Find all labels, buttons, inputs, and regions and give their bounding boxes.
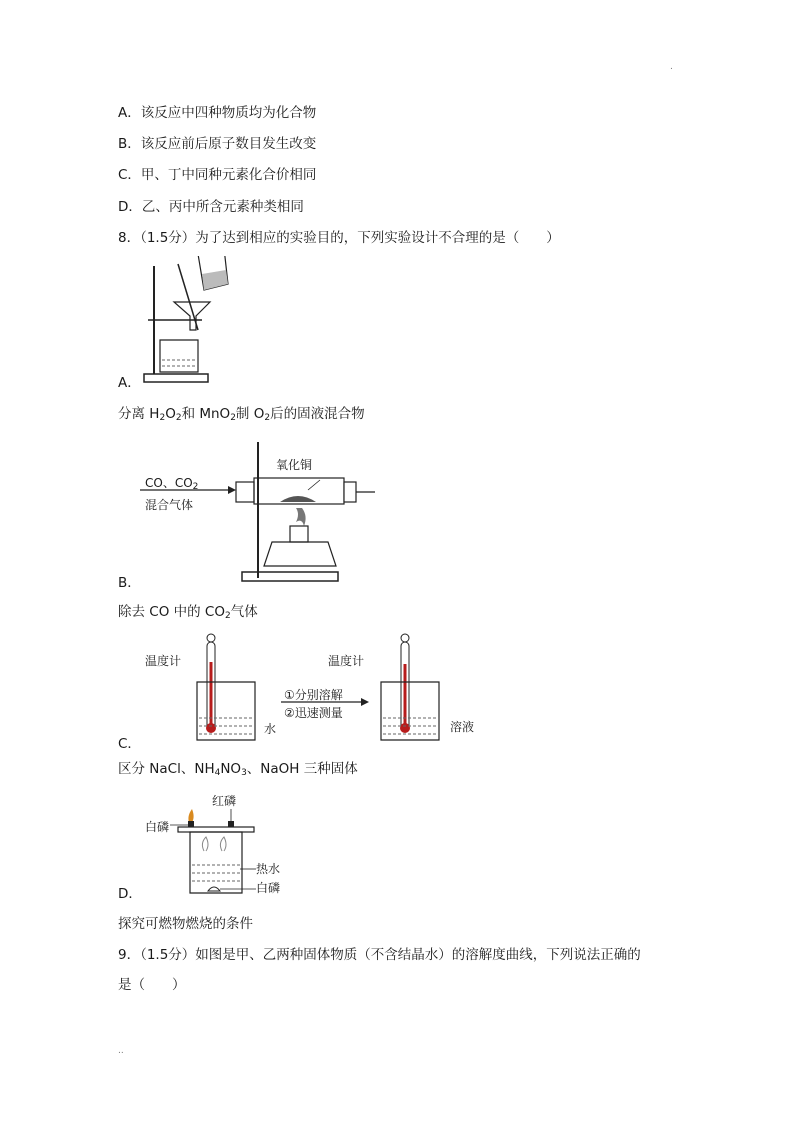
q7-option-c: C．甲、丁中同种元素化合价相同 (118, 167, 317, 183)
q8-option-a-letter: A． (118, 375, 141, 391)
c-water-label: 水 (264, 722, 277, 736)
d-white-phosphorus-top-label: 白磷 (145, 820, 170, 834)
q8-option-c-letter: C． (118, 736, 141, 752)
b-gas-mixture-formula: CO、$CO_2$ (145, 476, 199, 492)
c-step-measure: ②迅速测量 (284, 706, 343, 720)
q8-option-d-caption: 探究可燃物燃烧的条件 (118, 916, 253, 932)
q9-stem-line1: 9．（1.5分）如图是甲、乙两种固体物质（不含结晶水）的溶解度曲线，下列说法正确的 (118, 947, 641, 963)
d-white-phosphorus-bottom-label: 白磷 (256, 881, 281, 895)
b-copper-oxide-label: 氧化铜 (276, 458, 313, 472)
q8-option-b-caption: 除去 CO 中的 $CO_2$气体 (118, 604, 258, 621)
q8-option-d-letter: D． (118, 886, 142, 902)
q8-option-c-caption: 区分 NaCl、$NH_4NO_3$、NaOH 三种固体 (118, 761, 358, 778)
c-thermometer-label-right: 温度计 (328, 654, 365, 668)
q7-option-a: A．该反应中四种物质均为化合物 (118, 105, 317, 121)
q7-option-d: D．乙、丙中所含元素种类相同 (118, 199, 304, 215)
b-gas-mixture-label: 混合气体 (145, 498, 194, 512)
q9-stem-line2: 是（ ） (118, 977, 186, 993)
page-mark-dot: . (670, 62, 673, 72)
d-red-phosphorus-label: 红磷 (212, 794, 237, 808)
q8-stem: 8．（1.5分）为了达到相应的实验目的，下列实验设计不合理的是（ ） (118, 230, 560, 246)
d-hot-water-label: 热水 (256, 862, 281, 876)
c-thermometer-label-left: 温度计 (145, 654, 182, 668)
q7-option-b: B．该反应前后原子数目发生改变 (118, 136, 317, 152)
q8-option-b-letter: B． (118, 575, 141, 591)
filtration-apparatus-figure (140, 256, 240, 386)
page-mark-dots: .. (118, 1046, 124, 1056)
q8-option-a-caption: 分离 $H_2O_2$和 MnO$_2$制 $O_2$后的固液混合物 (118, 406, 365, 423)
c-step-dissolve: ①分别溶解 (284, 688, 343, 702)
phosphorus-combustion-figure (170, 805, 265, 897)
c-solution-label: 溶液 (450, 720, 475, 734)
